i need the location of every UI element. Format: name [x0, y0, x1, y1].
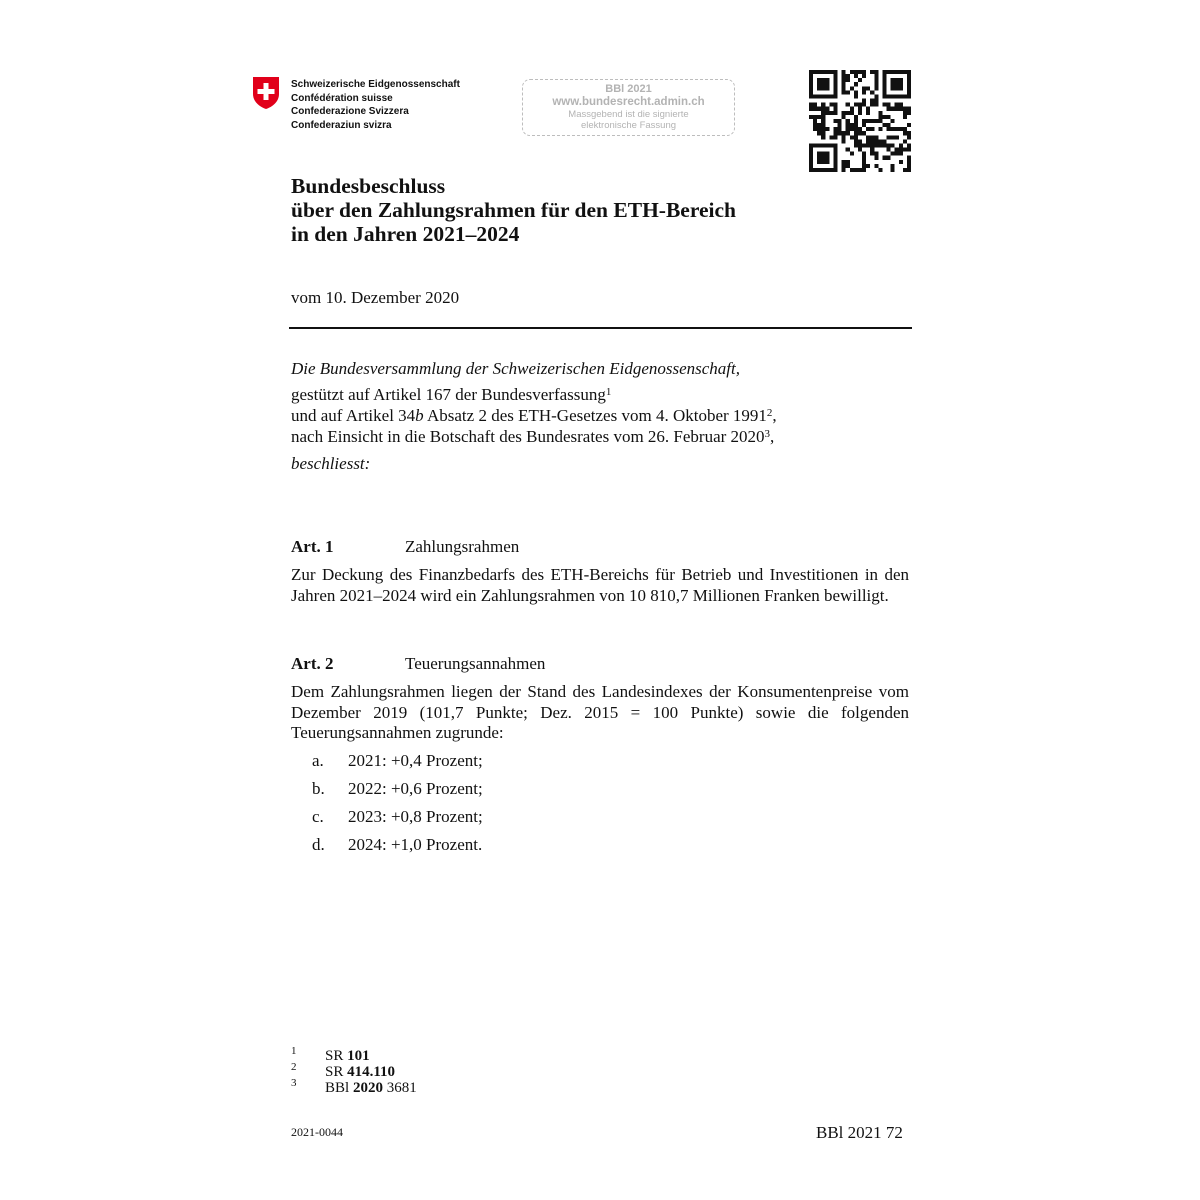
article-2-title: Teuerungsannahmen [405, 654, 546, 673]
title-line-1: Bundesbeschluss [291, 174, 446, 198]
document-title [291, 174, 736, 246]
preamble-closing: beschliesst: [291, 454, 371, 473]
stamp-line-3: Massgebend ist die signierte [568, 109, 689, 120]
footnote-ref-1[interactable]: 1 [605, 386, 612, 398]
title-divider [289, 327, 912, 329]
article-2-text: Dem Zahlungsrahmen liegen der Stand des Landesindexes der Konsumentenpreise vom Dezember 2019 (101,7 Punkte; Dez. 2015 = 100 Punkte) sowie die folgenden Teuerungsannahmen zugrunde: [291, 682, 909, 743]
qr-code-icon [809, 70, 911, 172]
confederation-name-de: Schweizerische Eidgenossenschaft [291, 79, 460, 90]
stamp-line-1: BBl 2021 [605, 83, 652, 95]
article-1-number: Art. 1 [291, 537, 334, 556]
confederation-name-fr: Confédération suisse [291, 92, 393, 104]
preamble-line-1: gestützt auf Artikel 167 der Bundesverfassung$^1$ [291, 385, 612, 404]
article-1-text: Zur Deckung des Finanzbedarfs des ETH-Bereichs für Betrieb und Investitionen in den Jahren 2021–2024 wird ein Zahlungsrahmen von 10 810,7 Millionen Franken bewilligt. [291, 565, 909, 605]
swiss-cross-shield-icon [252, 76, 280, 110]
preamble-line-3: nach Einsicht in die Botschaft des Bundesrates vom 26. Februar 2020$^3$, [291, 427, 775, 446]
confederation-name-it: Confederazione Svizzera [291, 106, 409, 118]
stamp-line-2: www.bundesrecht.admin.ch [552, 96, 705, 108]
title-line-3: in den Jahren 2021–2024 [291, 222, 520, 246]
confederation-names [291, 78, 460, 132]
title-line-2: über den Zahlungsrahmen für den ETH-Bereich [291, 198, 737, 222]
article-1-title: Zahlungsrahmen [405, 537, 520, 556]
preamble-line-2: und auf Artikel 34b Absatz 2 des ETH-Gesetzes vom 4. Oktober 1991$^2$, [291, 406, 777, 425]
footnote-ref-3[interactable]: 3 [764, 428, 771, 440]
document-date: vom 10. Dezember 2020 [291, 288, 460, 307]
document-number: 2021-0044 [291, 1125, 343, 1139]
article-2-number: Art. 2 [291, 654, 334, 673]
bbl-stamp [522, 79, 735, 136]
bbl-reference: BBl 2021 72 [816, 1123, 903, 1142]
preamble-intro: Die Bundesversammlung der Schweizerischen Eidgenossenschaft, [291, 359, 740, 378]
stamp-line-4: elektronische Fassung [580, 120, 677, 131]
footnote-ref-2[interactable]: 2 [766, 407, 773, 419]
confederation-name-rm: Confederaziun svizra [291, 119, 392, 131]
